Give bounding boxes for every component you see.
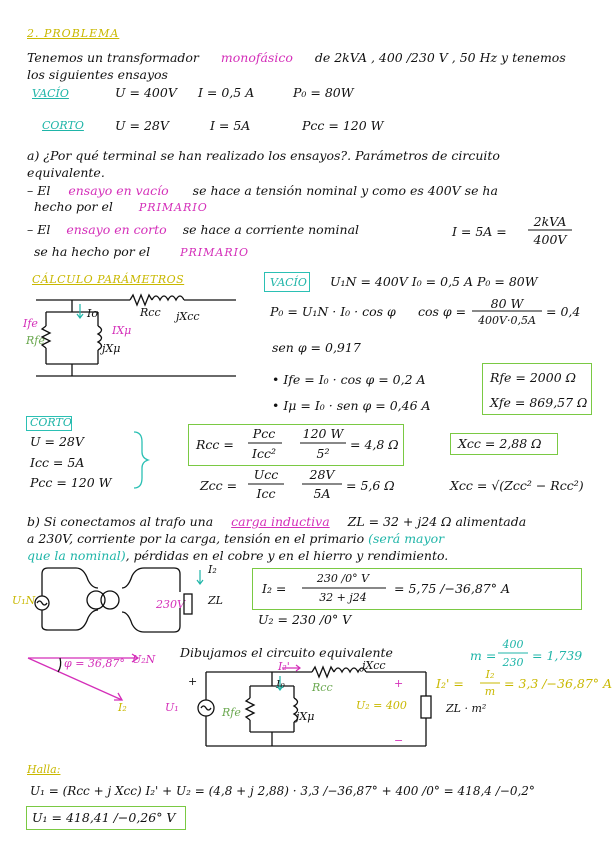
- m-num: 400: [502, 638, 524, 651]
- zcc-f1-num: Ucc: [253, 467, 279, 482]
- eq-i2p: I₂': [278, 660, 290, 673]
- phasor-phi: φ = 36,87°: [64, 657, 125, 670]
- halla-result: U₁ = 418,41 /−0,26° V: [32, 810, 176, 825]
- corto-brace: [134, 432, 148, 488]
- question-b-line2: a 230V, corriente por la carga, tensión en el primario (será mayor: [27, 531, 445, 546]
- zcc-f2-num: 28V: [309, 467, 335, 482]
- i2p-den: m: [484, 685, 496, 698]
- phasor-u1: U₁: [165, 701, 179, 714]
- imu-equation: • Iμ = I₀ · sen φ = 0,46 A: [272, 398, 431, 413]
- corto-current: I = 5A: [210, 118, 251, 133]
- zcc-f2-den: 5A: [313, 486, 331, 501]
- calc-vacio-label: VACÍO: [270, 276, 307, 289]
- rcc-f1-num: Pcc: [252, 426, 276, 441]
- corto-voltage: U = 28V: [115, 118, 169, 133]
- label-ife: Ife: [23, 317, 38, 330]
- i2-result: = 5,75 /−36,87° A: [394, 581, 510, 596]
- xfe-result: Xfe = 869,57 Ω: [490, 395, 588, 410]
- label-jxcc: jXcc: [176, 310, 200, 323]
- label-io: Io: [87, 307, 98, 320]
- label-ixmu: IXμ: [112, 324, 132, 337]
- phasor-i2: I₂: [118, 701, 127, 714]
- transformer-diagram: [35, 568, 192, 632]
- phasor-u2n: U₂N: [132, 653, 156, 666]
- corto-label: CORTO: [30, 416, 72, 429]
- trafo-u1n: U₁N: [12, 594, 36, 607]
- eq-jxcc: jXcc: [362, 659, 386, 672]
- m-result: = 1,739: [532, 648, 583, 663]
- eq-jxmu: jXμ: [296, 710, 315, 723]
- vacio-power: P₀ = 80W: [293, 85, 354, 100]
- halla-label: Halla:: [27, 763, 61, 776]
- m-den: 230: [502, 656, 524, 669]
- eq-io: I₀: [276, 678, 285, 691]
- i2p-num: I₂: [485, 668, 495, 681]
- p0-equation: P₀ = U₁N · I₀ · cos φ: [270, 304, 396, 319]
- eq-plus-left: +: [188, 675, 198, 688]
- zcc-f1-den: Icc: [256, 486, 276, 501]
- vacio-voltage: U = 400V: [115, 85, 177, 100]
- cos-result: = 0,4: [546, 304, 581, 319]
- nominal-current-den: 400V: [533, 232, 567, 247]
- i2-lhs: I₂ =: [262, 581, 287, 596]
- question-b-line1: b) Si conectamos al trafo una carga inductiva ZL = 32 + j24 Ω alimentada: [27, 514, 527, 529]
- eq-rcc: Rcc: [312, 681, 333, 694]
- zl-m2: ZL · m²: [446, 702, 487, 715]
- phasor-diagram: [28, 654, 138, 700]
- question-a-line1: a) ¿Por qué terminal se han realizado los ensayos?. Parámetros de circuito: [27, 148, 500, 163]
- corto-u: U = 28V: [30, 434, 84, 449]
- corto-icc: Icc = 5A: [30, 455, 85, 470]
- calc-vacio-values: U₁N = 400V I₀ = 0,5 A P₀ = 80W: [330, 274, 538, 289]
- trafo-i2-label: I₂: [208, 563, 217, 576]
- answer-vacio-line1: – El ensayo en vacío se hace a tensión nominal y como es 400V se ha: [27, 183, 498, 198]
- question-a-line2: equivalente.: [27, 165, 105, 180]
- rcc-lhs: Rcc =: [196, 437, 234, 452]
- rcc-f1-den: Icc²: [252, 446, 276, 461]
- halla-equation: U₁ = (Rcc + j Xcc) I₂' + U₂ = (4,8 + j 2,88) · 3,3 /−36,87° + 400 /0° = 418,4 /−0,2°: [30, 784, 535, 798]
- zcc-lhs: Zcc =: [200, 478, 238, 493]
- label-rfe: Rfe: [26, 334, 45, 347]
- answer-corto-line2: se ha hecho por el PRIMARIO: [34, 244, 250, 259]
- corto-test-label: CORTO: [42, 119, 84, 132]
- m-lhs: m =: [470, 648, 497, 663]
- intro-line2: los siguientes ensayos: [27, 67, 168, 82]
- rcc-f2-num: 120 W: [302, 426, 344, 441]
- question-b-line3: que la nominal), pérdidas en el cobre y en el hierro y rendimiento.: [27, 548, 449, 563]
- equivalent-circuit-1: [36, 295, 236, 376]
- sen-value: sen φ = 0,917: [272, 340, 361, 355]
- equiv-title: Dibujamos el circuito equivalente: [180, 645, 393, 660]
- rcc-result: = 4,8 Ω: [350, 437, 399, 452]
- section-title: 2. PROBLEMA: [27, 27, 120, 40]
- eq-rfe: Rfe: [222, 706, 241, 719]
- cos-num: 80 W: [490, 296, 524, 311]
- rfe-result: Rfe = 2000 Ω: [490, 370, 577, 385]
- corto-pcc: Pcc = 120 W: [30, 475, 112, 490]
- i2-den: 32 + j24: [319, 591, 367, 604]
- i2p-result: = 3,3 /−36,87° A: [504, 676, 612, 691]
- intro-line1: Tenemos un transformador monofásico de 2kVA , 400 /230 V , 50 Hz y tenemos: [27, 50, 566, 65]
- label-jxmu: jXμ: [102, 342, 121, 355]
- cos-lhs: cos φ =: [418, 304, 467, 319]
- cos-den: 400V·0,5A: [478, 314, 536, 327]
- xcc-result: Xcc = 2,88 Ω: [458, 436, 542, 451]
- nominal-current-num: 2kVA: [533, 214, 567, 229]
- u2-value: U₂ = 230 /0° V: [258, 612, 352, 627]
- nominal-current-eq: I = 5A =: [452, 224, 507, 239]
- i2p-lhs: I₂' =: [436, 676, 464, 691]
- equivalent-circuit-2: [198, 667, 431, 746]
- zcc-result: = 5,6 Ω: [346, 478, 395, 493]
- answer-vacio-line2: hecho por el PRIMARIO: [34, 199, 208, 214]
- corto-power: Pcc = 120 W: [302, 118, 384, 133]
- eq-minus-right: −: [394, 734, 404, 747]
- i2-num: 230 /0° V: [316, 572, 370, 585]
- trafo-zl: ZL: [208, 594, 223, 607]
- ife-equation: • Ife = I₀ · cos φ = 0,2 A: [272, 372, 426, 387]
- eq-plus-right: +: [394, 677, 404, 690]
- trafo-230v: 230V: [156, 598, 185, 611]
- xcc-formula: Xcc = √(Zcc² − Rcc²): [450, 478, 584, 493]
- vacio-test-label: VACÍO: [32, 87, 69, 100]
- calc-title: CÁLCULO PARÁMETROS: [32, 273, 185, 286]
- eq-u2: U₂ = 400: [356, 699, 407, 712]
- label-rcc: Rcc: [140, 306, 161, 319]
- vacio-current: I = 0,5 A: [198, 85, 255, 100]
- rcc-f2-den: 5²: [316, 446, 330, 461]
- answer-corto-line1: – El ensayo en corto se hace a corriente nominal: [27, 222, 360, 237]
